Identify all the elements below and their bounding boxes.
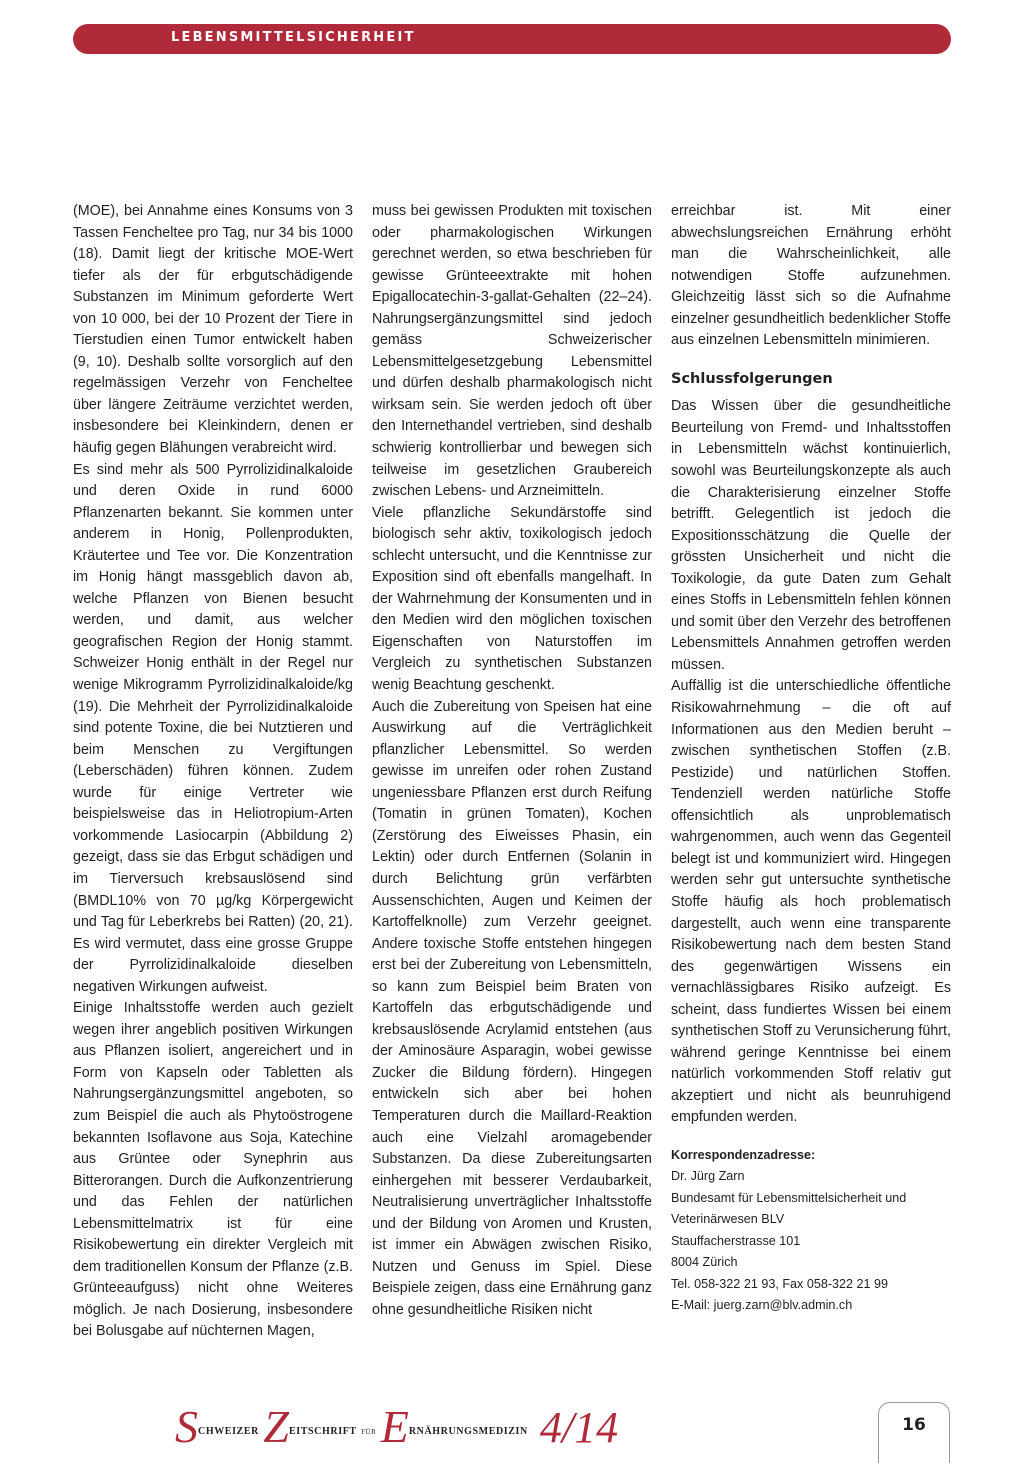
issue-number: 4/14 bbox=[539, 1403, 619, 1452]
correspondence-label: Korrespondenzadresse: bbox=[671, 1147, 816, 1162]
journal-initial-z: Z bbox=[263, 1401, 289, 1452]
section-header-bar bbox=[73, 24, 951, 54]
contact-phone: Tel. 058-322 21 93, Fax 058-322 21 99 bbox=[671, 1276, 889, 1291]
paragraph: muss bei gewissen Produkten mit toxischen oder pharmakologischen Wirkungen gerechnet werden, so etwa beschrieben für gewisse Grünteeextrakte mit hohen Epigallocatechin-3-gallat-Gehalten (22–24). Nahrungsergänzungsmittel sind jedoch gemäss Schweizerischer Lebensmittelgesetzgebung Lebensmittel und dürfen deshalb pharmakologisch nicht wirksam sein. Sie werden jedoch oft über den Internethandel vertrieben, sind deshalb schwierig kontrollierbar und bewegen sich teilweise im gesetzlichen Graubereich zwischen Lebens- und Arzneimitteln. bbox=[372, 203, 652, 500]
paragraph: (MOE), bei Annahme eines Konsums von 3 Tassen Fencheltee pro Tag, nur 34 bis 1000 (18). Damit liegt der kritische MOE-Wert tiefer als der für erbgutschädigende Substanzen im Minimum geforderte Wert von 10 000, bei der 10 Prozent der Tiere in Tierstudien einen Tumor entwickelt haben (9, 10). Deshalb sollte vorsorglich auf den regelmässigen Verzehr von Fencheltee über längere Zeiträume verzichtet werden, insbesondere bei Kleinkindern, denen er häufig gegen Blähungen verabreicht wird. bbox=[73, 203, 353, 457]
contact-name: Dr. Jürg Zarn bbox=[671, 1169, 745, 1184]
section-heading-conclusions: Schlussfolgerungen bbox=[671, 370, 833, 387]
contact-city: 8004 Zürich bbox=[671, 1255, 738, 1270]
journal-initial-s: S bbox=[175, 1401, 198, 1452]
journal-title bbox=[175, 1401, 619, 1452]
text-column-2 bbox=[372, 201, 652, 1321]
paragraph: Auffällig ist die unterschiedliche öffentliche Risikowahrnehmung – die oft auf Informationen aus den Medien beruht – zwischen synthetischen Stoffen (z.B. Pestizide) und natürlichen Stoffen. Tendenziell werden natürliche Stoffe offensichtlich als unproblematisch wahrgenommen, auch wenn das Gegenteil belegt ist und kommuniziert wird. Hingegen werden sehr gut untersuchte synthetische Stoffe häufig als hoch problematisch dargestellt, auch wenn eine transparente Risikobewertung nach dem besten Stand des gegenwärtigen Wissens ein vernachlässigbares Risiko aufzeigt. Es scheint, dass fundiertes Wissen bei einem synthetischen Stoff zu Verunsicherung führt, während geringe Kenntnisse bei einem natürlich vorkommenden Stoff relativ gut akzeptiert und nicht als beunruhigend empfunden werden. bbox=[671, 678, 951, 1126]
text-column-1 bbox=[73, 201, 353, 1343]
contact-email: E-Mail: juerg.zarn@blv.admin.ch bbox=[671, 1298, 853, 1313]
paragraph: Einige Inhaltsstoffe werden auch gezielt wegen ihrer angeblich positiven Wirkungen aus Pflanzen isoliert, angereichert und in Form von Kapseln oder Tabletten als Nahrungsergänzungsmittel angeboten, so zum Beispiel die auch als Phytoöstrogene bekannten Isoflavone aus Soja, Katechine aus Grüntee oder Synephrin aus Bitterorangen. Durch die Aufkonzentrierung und das Fehlen der natürlichen Lebensmittelmatrix ist für eine Risikobewertung ein direkter Vergleich mit dem traditionellen Konsum der Pflanze (z.B. Grünteeaufguss) nicht ohne Weiteres möglich. Je nach Dosierung, insbesondere bei Bolusgabe auf nüchternen Magen, bbox=[73, 1000, 353, 1340]
page-number-tab bbox=[878, 1402, 950, 1463]
correspondence-address bbox=[671, 1145, 951, 1317]
contact-street: Stauffacherstrasse 101 bbox=[671, 1233, 801, 1248]
contact-organization: Veterinärwesen BLV bbox=[671, 1212, 785, 1227]
paragraph: Auch die Zubereitung von Speisen hat eine Auswirkung auf die Verträglichkeit pflanzlicher Lebensmittel. So werden gewisse im unreifen oder rohen Zustand ungeniessbare Pflanzen erst durch Reifung (Tomatin in grünen Tomaten), Kochen (Zerstörung des Eiweisses Phasin, ein Lektin) oder durch Entfernen (Solanin in durch Belichtung grün verfärbten Aussenschichten, Augen und Keimen der Kartoffelknolle) zum Verzehr geeignet. Andere toxische Stoffe entstehen hingegen erst bei der Zubereitung von Lebensmitteln, so kann zum Beispiel beim Braten von Kartoffeln das erbgutschädigende und krebsauslösende Acrylamid entstehen (aus der Aminosäure Asparagin, wobei gewisse Zucker die Bildung fördern). Hingegen entwickeln sich aber bei hohen Temperaturen durch die Maillard-Reaktion auch eine Vielzahl aromagebender Substanzen. Da diese Zubereitungsarten einhergehen mit besserer Verdaubarkeit, Neutralisierung unverträglicher Inhaltsstoffe und der Bildung von Aromen und Krusten, ist immer ein Abwägen zwischen Risiko, Nutzen und Genuss im Spiel. Diese Beispiele zeigen, dass eine Ernährung ganz ohne gesundheitliche Risiken nicht bbox=[372, 698, 652, 1318]
journal-initial-e: E bbox=[380, 1401, 409, 1452]
paragraph: Es sind mehr als 500 Pyrrolizidinalkaloide und deren Oxide in rund 6000 Pflanzenarten bekannt. Sie kommen unter anderem in Honig, Pollenprodukten, Kräutertee und Tee vor. Die Konzentration im Honig hängt massgeblich davon ab, welche Pflanzen von Bienen besucht werden, und damit, aus welcher geografischen Region der Honig stammt. Schweizer Honig enthält in der Regel nur wenige Mikrogramm Pyrrolizidinalkaloide/kg (19). Die Mehrheit der Pyrrolizidinalkaloide sind potente Toxine, die bei Nutztieren und beim Menschen zu Vergiftungen (Leberschäden) führen können. Zudem wurde für einige Vertreter wie beispielsweise das in Heliotropium-Arten vorkommende Lasiocarpin (Abbildung 2) gezeigt, dass sie das Erbgut schädigen und im Tierversuch krebsauslösend sind (BMDL10% von 70 µg/kg Körpergewicht und Tag für Leberkrebs bei Ratten) (20, 21). Es wird vermutet, dass eine grosse Gruppe der Pyrrolizidinalkaloide dieselben negativen Wirkungen aufweist. bbox=[73, 461, 353, 995]
paragraph: Viele pflanzliche Sekundärstoffe sind biologisch sehr aktiv, toxikologisch jedoch schlecht untersucht, und die Kenntnisse zur Exposition sind oft ebenfalls mangelhaft. In der Wahrnehmung der Konsumenten und in den Medien wird den möglichen toxischen Eigenschaften von Naturstoffen im Vergleich zu synthetischen Substanzen wenig Beachtung geschenkt. bbox=[372, 504, 652, 694]
paragraph: erreichbar ist. Mit einer abwechslungsreichen Ernährung erhöht man die Wahrscheinlichkeit, alle notwendigen Stoffe aufzunehmen. Gleichzeitig lässt sich so die Aufnahme einzelner gesundheitlich bedenklicher Stoffe aus einzelnen Lebensmitteln minimieren. bbox=[671, 203, 951, 349]
section-title: LEBENSMITTELSICHERHEIT bbox=[171, 30, 416, 45]
journal-word: FÜR bbox=[361, 1428, 377, 1436]
page-number: 16 bbox=[902, 1415, 926, 1435]
journal-word: CHWEIZER bbox=[198, 1426, 259, 1437]
journal-word: RNÄHRUNGSMEDIZIN bbox=[408, 1426, 528, 1437]
paragraph: Das Wissen über die gesundheitliche Beurteilung von Fremd- und Inhaltsstoffen in Lebensmitteln wächst kontinuierlich, sowohl was Beurteilungskonzepte als auch die Charakterisierung einzelner Stoffe betrifft. Gelegentlich ist jedoch die Expositionsschätzung die Quelle der grössten Unsicherheit und nicht die Toxikologie, da gute Daten zum Gehalt eines Stoffs in Lebensmitteln fehlen können und somit über den Verzehr des betroffenen Lebensmittels Annahmen getroffen werden müssen. bbox=[671, 398, 951, 673]
contact-organization: Bundesamt für Lebensmittelsicherheit und bbox=[671, 1190, 907, 1205]
text-column-3 bbox=[671, 201, 951, 1317]
journal-word: EITSCHRIFT bbox=[288, 1426, 357, 1437]
